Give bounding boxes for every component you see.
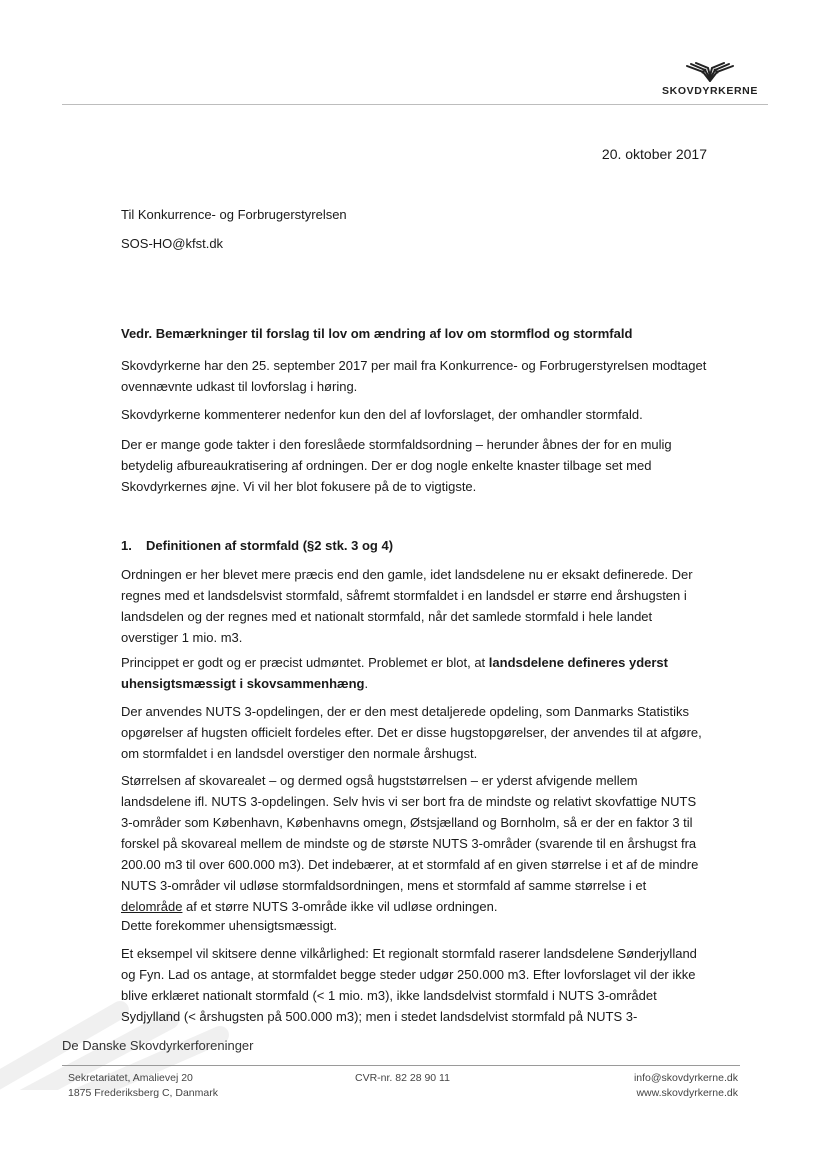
footer-cvr: CVR-nr. 82 28 90 11 bbox=[355, 1072, 450, 1084]
footer-website-link[interactable]: www.skovdyrkerne.dk bbox=[636, 1087, 738, 1099]
section-paragraph-2 bbox=[121, 652, 707, 694]
letter-date: 20. oktober 2017 bbox=[601, 146, 707, 162]
skovdyrkerne-emblem-icon bbox=[683, 62, 737, 84]
header-divider bbox=[62, 104, 768, 105]
footer-divider bbox=[62, 1065, 740, 1066]
intro-paragraph-1: Skovdyrkerne har den 25. september 2017 per mail fra Konkurrence- og Forbrugerstyrelsen modtaget ovennævnte udkast til lovforslag i høring. bbox=[121, 358, 707, 394]
intro-paragraph-2: Skovdyrkerne kommenterer nedenfor kun den del af lovforslaget, der omhandler stormfald. bbox=[121, 407, 643, 422]
paragraph-text: Princippet er godt og er præcist udmøntet. Problemet er blot, at bbox=[121, 655, 489, 670]
recipient-name: Til Konkurrence- og Forbrugerstyrelsen bbox=[121, 207, 347, 222]
footer-address bbox=[68, 1071, 218, 1101]
footer-contact bbox=[634, 1071, 738, 1101]
company-logo bbox=[660, 62, 760, 97]
letter-subject: Vedr. Bemærkninger til forslag til lov om ændring af lov om stormflod og stormfald bbox=[121, 326, 633, 341]
section-paragraph-5: Dette forekommer uhensigtsmæssigt. bbox=[121, 918, 338, 933]
section-paragraph-6: Et eksempel vil skitsere denne vilkårlighed: Et regionalt stormfald raserer landsdelene Sønderjylland og Fyn. Lad os antage, at stormfaldet begge steder udgør 250.000 m3. Efter lovforslaget vil der ikke blive erklæret nationalt stormfald (< 1 mio. m3), ikke landsdelvist stormfald i NUTS 3-området Sydjylland (< årshugsten på 500.000 m3); men i stedet landsdelvist stormfald på NUTS 3- bbox=[121, 946, 697, 1024]
section-paragraph-1: Ordningen er her blevet mere præcis end den gamle, idet landsdelene nu er eksakt definerede. Der regnes med et landsdelsvist stormfald, såfremt stormfaldet i en landsdel er større end årshugsten i landsdelen og der regnes med et nationalt stormfald, når det samlede stormfald i hele landet overstiger 1 mio. m3. bbox=[121, 567, 693, 645]
logo-wordmark: SKOVDYRKERNE bbox=[662, 85, 758, 97]
emphasized-text: landsdelene defineres yderst uhensigtsmæssigt i skovsammenhæng bbox=[121, 655, 668, 691]
section-heading bbox=[121, 538, 393, 553]
section-title: Definitionen af stormfald (§2 stk. 3 og 4) bbox=[146, 538, 394, 553]
section-number: 1. bbox=[121, 538, 132, 553]
paragraph-text-end: af et større NUTS 3-område ikke vil udløse ordningen. bbox=[182, 899, 498, 914]
recipient-email: SOS-HO@kfst.dk bbox=[121, 236, 224, 251]
footer-address-line-2: 1875 Frederiksberg C, Danmark bbox=[68, 1087, 218, 1099]
section-paragraph-3: Der anvendes NUTS 3-opdelingen, der er den mest detaljerede opdeling, som Danmarks Statistiks opgørelser af hugsten officielt fordeles efter. Det er disse hugstopgørelser, der anvendes til at afgøre, om stormfaldet i en landsdel overstiger den normale årshugst. bbox=[121, 704, 702, 761]
paragraph-text-end: . bbox=[364, 676, 369, 691]
footer-organization: De Danske Skovdyrkerforeninger bbox=[62, 1038, 254, 1053]
underlined-text: delområde bbox=[121, 899, 183, 914]
footer-address-line-1: Sekretariatet, Amalievej 20 bbox=[68, 1072, 193, 1084]
intro-paragraph-3: Der er mange gode takter i den foreslåede stormfaldsordning – herunder åbnes der for en mulig betydelig afbureaukratisering af ordningen. Der er dog nogle enkelte knaster tilbage set med Skovdyrkernes øjne. Vi vil her blot fokusere på de to vigtigste. bbox=[121, 437, 672, 494]
paragraph-text: Størrelsen af skovarealet – og dermed også hugststørrelsen – er yderst afvigende mellem landsdelene ifl. NUTS 3-opdelingen. Selv hvis vi ser bort fra de mindste og relativt skovfattige NUTS 3-områder som København, Københavns omegn, Østsjælland og Bornholm, så er der en faktor 3 til forskel på skovareal mellem de mindste og de største NUTS 3-områder (svarende til en årshugst fra 200.00 m3 til over 600.000 m3). Det indebærer, at et stormfald af en given størrelse i et af de mindre NUTS 3-områder vil udløse stormfaldsordningen, mens et stormfald af samme størrelse i et bbox=[121, 773, 699, 893]
footer-email-link[interactable]: info@skovdyrkerne.dk bbox=[633, 1072, 738, 1084]
section-paragraph-4 bbox=[121, 770, 707, 917]
